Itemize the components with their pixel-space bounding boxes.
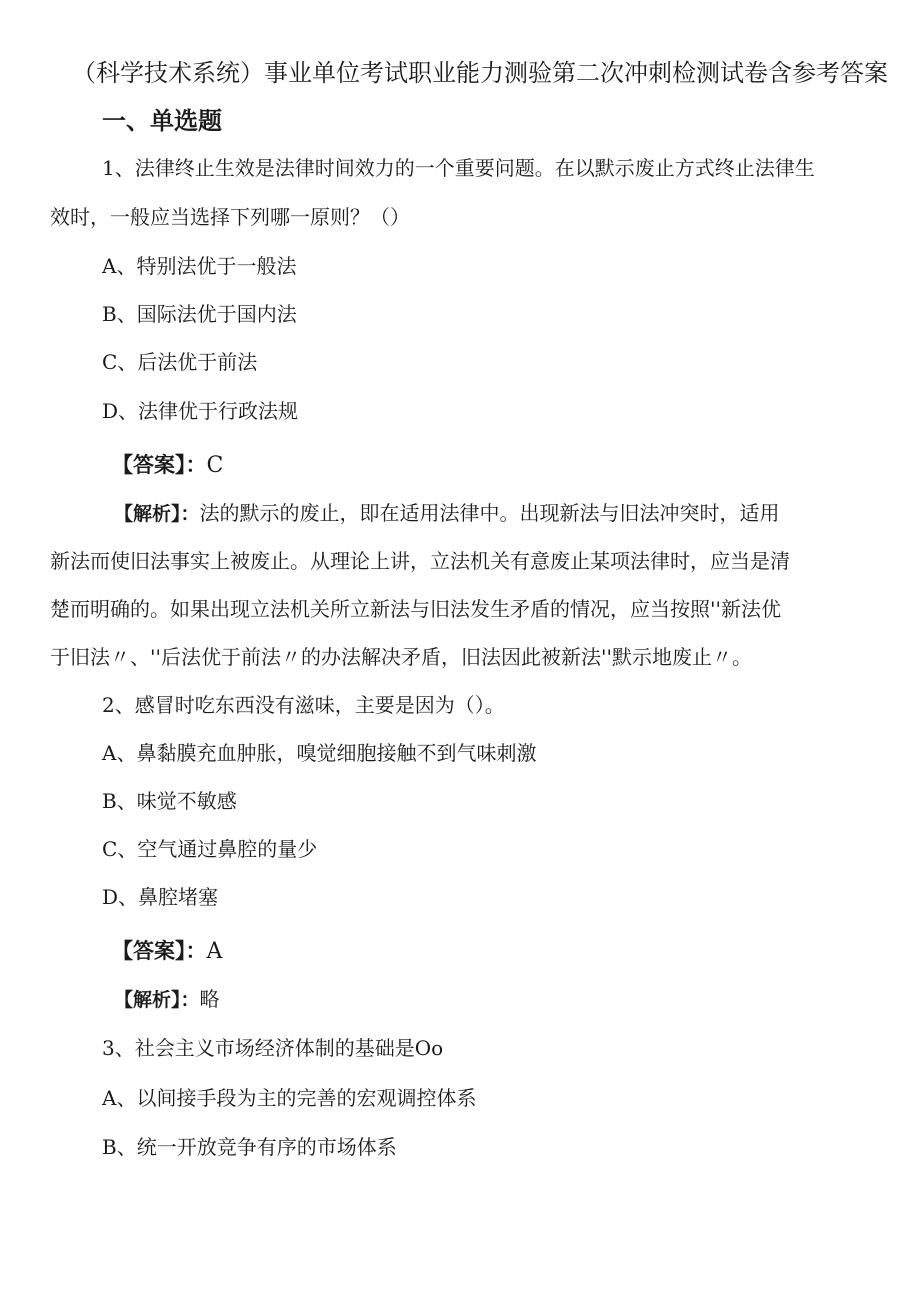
question-1-explanation-line-1: [114, 498, 884, 529]
answer-value: A: [206, 939, 223, 964]
question-2-option-d: D、鼻腔堵塞: [102, 885, 219, 909]
question-1-stem-line-2: 效时，一般应当选择下列哪一原则？（）: [50, 205, 410, 229]
question-1-option-a: A、特别法优于一般法: [102, 254, 297, 278]
question-1-explanation-line-4: 于旧法〃、''后法优于前法〃的办法解决矛盾，旧法因此被新法''默示地废止〃。: [50, 645, 752, 669]
question-1-option-d: D、法律优于行政法规: [102, 399, 299, 423]
question-2-option-a: A、鼻黏膜充血肿胀，嗅觉细胞接触不到气味刺激: [102, 741, 537, 765]
explanation-text: 法的默示的废止，即在适用法律中。出现新法与旧法冲突时，适用: [199, 501, 780, 525]
explanation-label: 【解析】：: [114, 503, 200, 525]
question-1-stem-line-1: 1、法律终止生效是法律时间效力的一个重要问题。在以默示废止方式终止法律生: [102, 156, 815, 180]
explanation-label: 【解析】：: [114, 989, 200, 1011]
question-2-option-b: B、味觉不敏感: [102, 789, 237, 813]
answer-label: 【答案】：: [112, 939, 207, 963]
question-1-option-c: C、后法优于前法: [102, 350, 258, 374]
answer-value: C: [206, 453, 224, 478]
answer-label: 【答案】：: [112, 453, 207, 477]
question-3-stem: 3、社会主义市场经济体制的基础是Oo: [102, 1036, 444, 1060]
question-2-stem: 2、感冒时吃东西没有滋味，主要是因为（）。: [102, 693, 505, 717]
section-heading: 一、单选题: [102, 107, 222, 135]
question-2-explanation: [114, 984, 884, 1015]
question-3-option-a: A、以间接手段为主的完善的宏观调控体系: [102, 1086, 477, 1110]
question-1-answer: [112, 450, 882, 481]
question-3-option-b: B、统一开放竞争有序的市场体系: [102, 1135, 397, 1159]
question-2-answer: [112, 936, 882, 967]
question-1-option-b: B、国际法优于国内法: [102, 302, 297, 326]
document-title: （科学技术系统）事业单位考试职业能力测验第二次冲刺检测试卷含参考答案: [72, 59, 888, 87]
question-2-option-c: C、空气通过鼻腔的量少: [102, 837, 318, 861]
question-1-explanation-line-3: 楚而明确的。如果出现立法机关所立新法与旧法发生矛盾的情况，应当按照''新法优: [50, 597, 781, 621]
question-1-explanation-line-2: 新法而使旧法事实上被废止。从理论上讲，立法机关有意废止某项法律时，应当是清: [50, 549, 790, 573]
explanation-text: 略: [199, 987, 220, 1011]
